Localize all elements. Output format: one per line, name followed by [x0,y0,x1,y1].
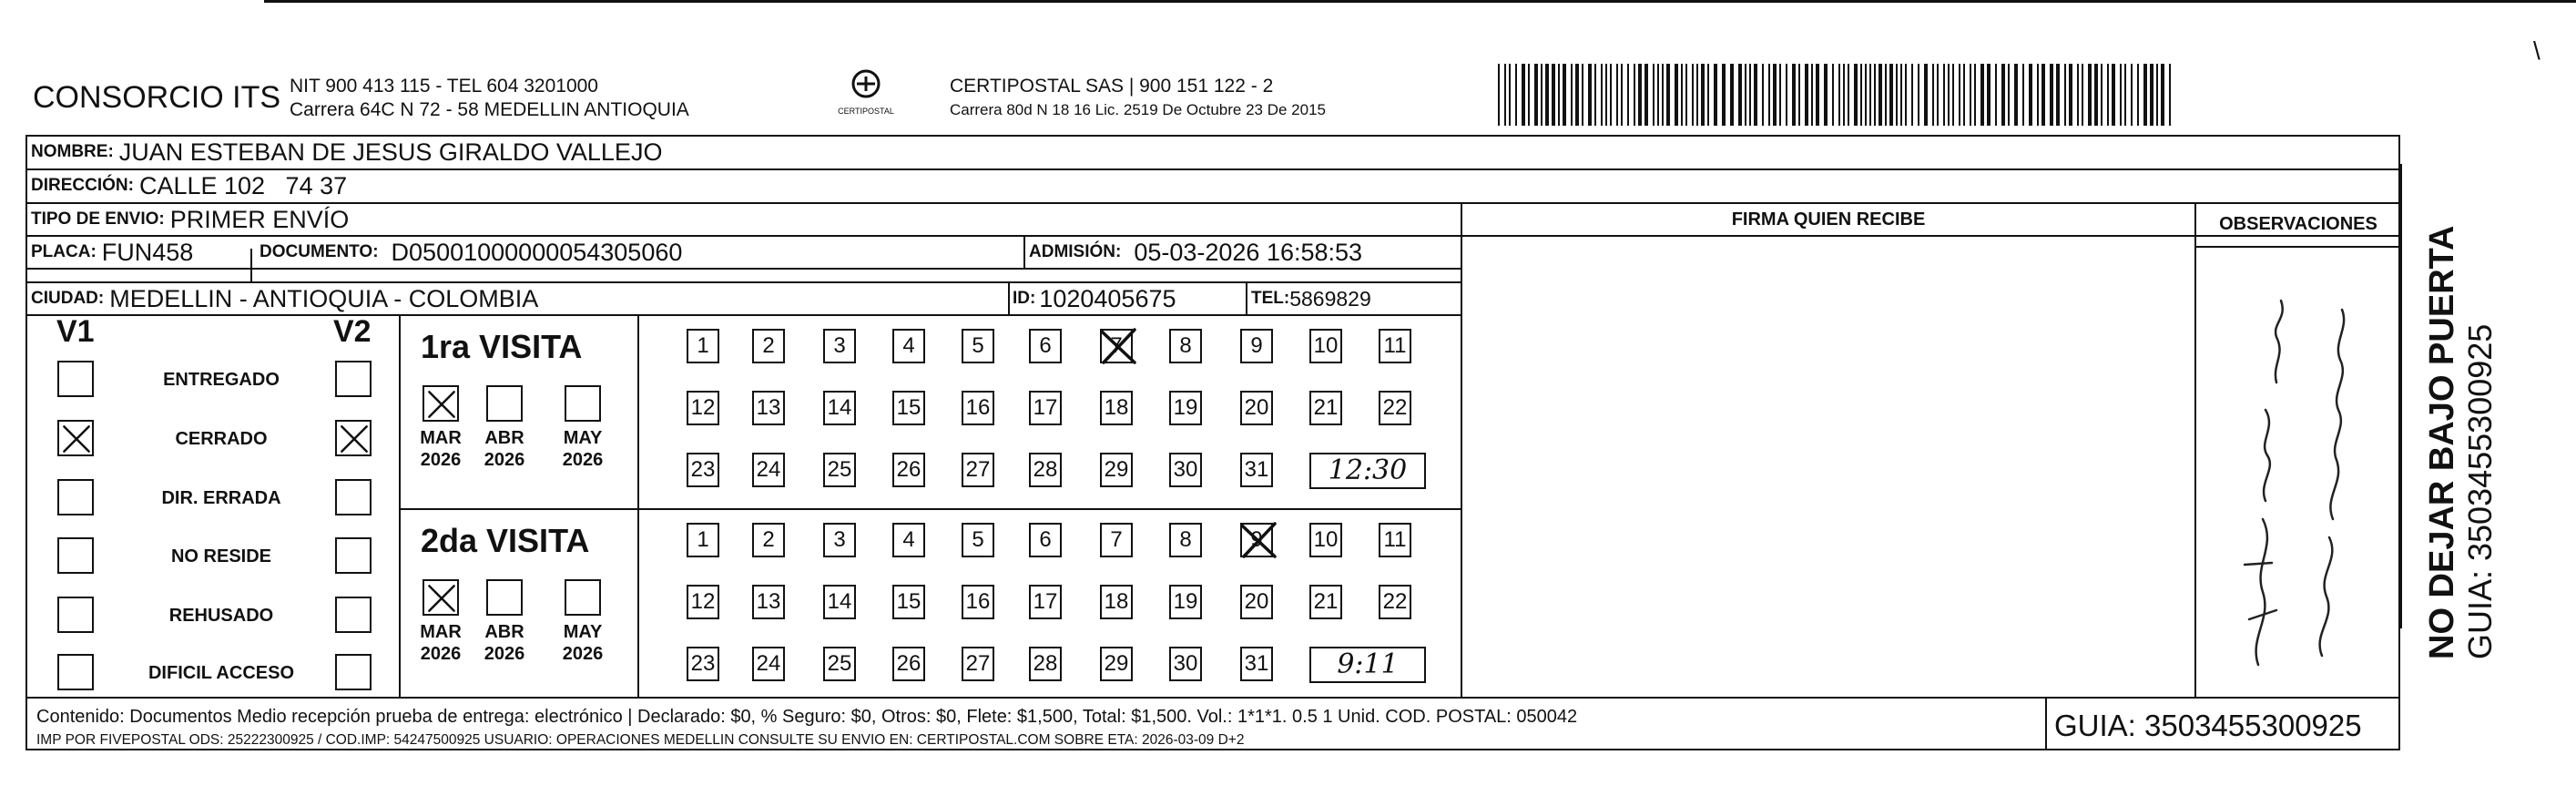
day-box[interactable]: 19 [1169,391,1202,425]
logo-caption: CERTIPOSTAL [838,107,894,116]
day-box[interactable]: 29 [1100,647,1133,681]
visit-time-box[interactable]: 12:30 [1309,453,1426,489]
day-box[interactable]: 29 [1100,453,1133,487]
handwriting-note [2222,273,2386,674]
day-box[interactable]: 22 [1379,391,1411,425]
month-checkbox[interactable] [565,579,601,616]
id-cell [1013,282,1176,315]
nombre-value: JUAN ESTEBAN DE JESUS GIRALDO VALLEJO [118,138,663,166]
col-line [2194,202,2196,697]
month-checkbox[interactable] [565,385,601,422]
month-label: MAY 2026 [562,428,604,470]
day-box[interactable]: 21 [1309,391,1342,425]
row-line [25,168,2400,170]
day-box[interactable]: 12 [687,585,719,619]
status-label: NO RESIDE [170,546,272,566]
edge-mark: \ [2533,36,2540,65]
day-box[interactable]: 26 [892,453,925,487]
day-box[interactable]: 20 [1240,391,1273,425]
day-box[interactable]: 12 [687,391,719,425]
right-edge [2400,164,2402,628]
footer-guia: GUIA: 3503455300925 [2054,709,2362,742]
carrier-address: Carrera 80d N 18 16 Lic. 2519 De Octubre 23 De 2015 [950,101,1326,118]
row-line [2194,246,2400,248]
day-box[interactable]: 20 [1240,585,1273,619]
day-box[interactable]: 18 [1100,391,1133,425]
day-box[interactable]: 9 [1240,329,1273,363]
day-box[interactable]: 3 [823,523,856,557]
placa-cell [31,236,193,269]
month-label: ABR 2026 [484,622,525,664]
id-value: 1020405675 [1039,284,1176,312]
month-checkbox[interactable] [486,579,523,616]
day-box[interactable]: 10 [1309,329,1342,363]
day-box[interactable]: 14 [823,585,856,619]
day-box[interactable]: 11 [1379,523,1411,557]
ciudad-cell [31,282,538,315]
month-label: MAR 2026 [420,622,462,664]
month-label: MAY 2026 [562,622,604,664]
day-box[interactable]: 16 [962,585,994,619]
status-v1-checkbox[interactable] [57,654,94,690]
documento-value: D05001000000054305060 [391,238,683,266]
day-box[interactable]: 28 [1029,453,1062,487]
day-box[interactable]: 25 [823,453,856,487]
signature-area[interactable] [1462,237,2194,697]
admision-value: 05-03-2026 16:58:53 [1134,238,1363,266]
direccion-value: CALLE 102 74 37 [138,171,348,199]
status-v2-checkbox[interactable] [335,420,372,456]
tipo-value: PRIMER ENVÍO [169,205,350,233]
ciudad-label: CIUDAD: [31,289,105,308]
status-label: DIFICIL ACCESO [148,663,294,683]
col-line [637,314,639,697]
day-box[interactable]: 4 [892,329,925,363]
documento-cell [260,236,682,269]
admision-label: ADMISIÓN: [1029,242,1122,261]
col-line [399,314,401,697]
barcode [1498,64,2181,126]
certipostal-logo [834,69,898,116]
col-line [1246,281,1247,314]
status-v1-checkbox[interactable] [57,597,94,633]
visit-title: 1ra VISITA [421,328,583,365]
day-box[interactable]: 7 [1100,523,1133,557]
top-edge-line [264,0,2576,3]
day-box[interactable]: 31 [1240,647,1273,681]
month-label: MAR 2026 [420,428,462,470]
day-box[interactable]: 19 [1169,585,1202,619]
row-line [399,508,1461,510]
id-label: ID: [1013,289,1036,308]
day-box[interactable]: 1 [687,523,719,557]
status-label: CERRADO [175,429,268,449]
day-box[interactable]: 8 [1169,523,1202,557]
company-name: CONSORCIO ITS [33,80,281,115]
visit-time-box[interactable]: 9:11 [1309,647,1426,683]
company-nit: NIT 900 413 115 - TEL 604 3201000 [290,76,598,97]
v1-header: V1 [56,314,95,349]
day-box[interactable]: 17 [1029,585,1062,619]
placa-value: FUN458 [101,238,194,266]
v2-header: V2 [333,314,372,349]
carrier-info [950,75,1326,122]
day-box[interactable]: 25 [823,647,856,681]
tipo-row [31,203,349,236]
day-box[interactable]: 7 [1100,329,1133,363]
day-box[interactable]: 15 [892,585,925,619]
placa-label: PLACA: [31,242,97,261]
tel-label: TEL: [1251,289,1290,308]
logo-icon [848,69,884,102]
day-box[interactable]: 13 [752,585,785,619]
col-line [1023,235,1025,268]
day-box[interactable]: 14 [823,391,856,425]
carrier-name: CERTIPOSTAL SAS | 900 151 122 - 2 [950,76,1274,97]
status-v1-checkbox[interactable] [57,420,94,456]
day-box[interactable]: 27 [962,647,994,681]
nombre-row [31,136,662,168]
day-box[interactable]: 13 [752,391,785,425]
day-box[interactable]: 15 [892,391,925,425]
month-checkbox[interactable] [423,385,459,422]
day-box[interactable]: 17 [1029,391,1062,425]
status-v1-checkbox[interactable] [57,361,94,397]
month-label: ABR 2026 [484,428,525,470]
day-box[interactable]: 31 [1240,453,1273,487]
day-box[interactable]: 23 [687,453,719,487]
side-vertical-text [2422,186,2499,659]
day-box[interactable]: 24 [752,647,785,681]
status-v2-checkbox[interactable] [335,597,372,633]
day-box[interactable]: 6 [1029,523,1062,557]
day-box[interactable]: 21 [1309,585,1342,619]
day-box[interactable]: 28 [1029,647,1062,681]
day-box[interactable]: 4 [892,523,925,557]
status-label: REHUSADO [168,606,274,626]
day-box[interactable]: 27 [962,453,994,487]
footer-imp: IMP POR FIVEPOSTAL ODS: 25222300925 / COD.IMP: 54247500925 USUARIO: OPERACIONES MEDELLIN CONSULTE SU ENVIO EN: CERTIPOSTAL.COM SOBRE ETA: 2026-03-09 D+2 [36,732,1245,748]
firma-header: FIRMA QUIEN RECIBE [1731,209,1926,230]
month-checkbox[interactable] [486,385,523,422]
day-box[interactable]: 3 [823,329,856,363]
tel-value: 5869829 [1289,286,1371,311]
side-no-dejar: NO DEJAR BAJO PUERTA [2423,225,2461,659]
day-box[interactable]: 1 [687,329,719,363]
day-box[interactable]: 5 [962,523,994,557]
col-line [1008,281,1010,314]
tipo-label: TIPO DE ENVIO: [31,209,165,229]
footer-contenido: Contenido: Documentos Medio recepción prueba de entrega: electrónico | Declarado: $0, % Seguro: $0, Otros: $0, Flete: $1,500, Total: $1,500. Vol.: 1*1*1. 0.5 1 Unid. COD. POSTAL: 050042 [36,707,1578,727]
tel-cell [1251,282,1371,315]
documento-label: DOCUMENTO: [260,242,379,261]
day-box[interactable]: 2 [752,523,785,557]
status-v2-checkbox[interactable] [335,537,372,574]
status-label: DIR. ERRADA [161,488,281,508]
company-info [290,75,689,122]
day-box[interactable]: 2 [752,329,785,363]
col-line [2045,697,2047,750]
day-box[interactable]: 10 [1309,523,1342,557]
day-box[interactable]: 22 [1379,585,1411,619]
nombre-label: NOMBRE: [31,142,114,161]
observaciones-header: OBSERVACIONES [2219,214,2377,234]
admision-cell [1029,236,1362,269]
day-box[interactable]: 9 [1240,523,1273,557]
side-guia: GUIA: 3503455300925 [2461,323,2499,659]
day-box[interactable]: 5 [962,329,994,363]
day-box[interactable]: 8 [1169,329,1202,363]
status-v2-checkbox[interactable] [335,361,372,397]
direccion-label: DIRECCIÓN: [31,176,134,195]
status-v1-checkbox[interactable] [57,479,94,515]
month-checkbox[interactable] [423,579,459,616]
day-box[interactable]: 16 [962,391,994,425]
day-box[interactable]: 30 [1169,647,1202,681]
company-address: Carrera 64C N 72 - 58 MEDELLIN ANTIOQUIA [290,99,689,120]
col-line [250,249,252,281]
status-v1-checkbox[interactable] [57,537,94,574]
day-box[interactable]: 30 [1169,453,1202,487]
status-label: ENTREGADO [163,370,280,390]
day-box[interactable]: 26 [892,647,925,681]
day-box[interactable]: 23 [687,647,719,681]
day-box[interactable]: 11 [1379,329,1411,363]
visit-title: 2da VISITA [421,522,590,559]
day-box[interactable]: 24 [752,453,785,487]
row-line [25,697,2400,699]
ciudad-value: MEDELLIN - ANTIOQUIA - COLOMBIA [109,284,539,312]
direccion-row [31,169,347,202]
day-box[interactable]: 18 [1100,585,1133,619]
status-v2-checkbox[interactable] [335,479,372,515]
day-box[interactable]: 6 [1029,329,1062,363]
observaciones-handwritten [2222,273,2386,674]
status-v2-checkbox[interactable] [335,654,372,690]
